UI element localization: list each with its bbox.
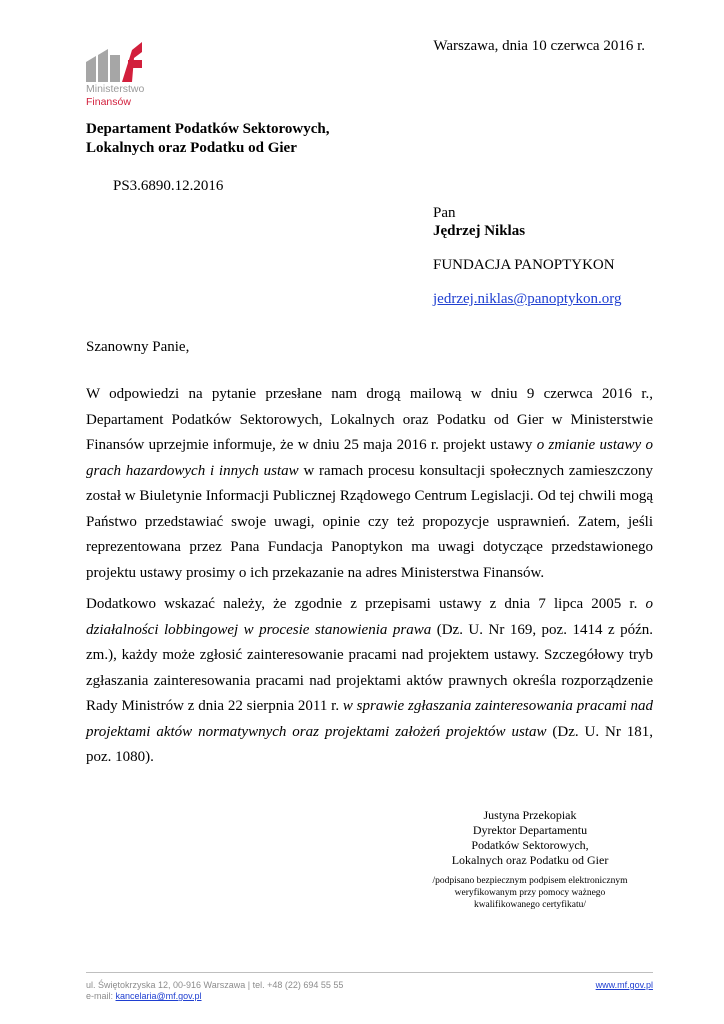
footer-email-row [86, 991, 343, 1002]
recipient-name: Jędrzej Niklas [433, 223, 526, 239]
sig-note-line1: /podpisano bezpiecznym podpisem elektronicznym [432, 876, 628, 886]
department-line1: Departament Podatków Sektorowych, [86, 121, 330, 137]
p2-italic-title-1: o działalności lobbingowej w procesie stanowienia prawa [86, 596, 653, 638]
place-date: Warszawa, dnia 10 czerwca 2016 r. [433, 38, 645, 54]
footer-contact [86, 980, 343, 1002]
signatory-role: Dyrektor Departamentu [472, 823, 588, 837]
p1-text-b: w ramach procesu konsultacji społecznych zamieszczony został w Biuletynie Informacji Publicznej Rządowego Centrum Legislacji. Od tej chwili mogą Państwo przedstawiać swoje uwagi, opinie czy też propozycje usprawnień. Zatem, jeśli reprezentowana przez Pana Fundacja Panoptykon ma uwagi dotyczące przedstawionego projektu ustawy prosimy o ich przekazanie na adres Ministerstwa Finansów. [86, 462, 654, 581]
p2-text-a: Dodatkowo wskazać należy, że zgodnie z przepisami ustawy z dnia 7 lipca 2005 r. [86, 596, 646, 612]
signature-block [420, 808, 640, 868]
recipient-title: Pan [433, 205, 456, 221]
signatory-dept-line1: Podatków Sektorowych, [471, 838, 589, 852]
footer-divider [86, 972, 653, 973]
logo-text-line1: Ministerstwo [86, 83, 145, 95]
p2-text-c: (Dz. U. Nr 181, poz. 1080). [86, 723, 653, 765]
signatory-dept-line2: Lokalnych oraz Podatku od Gier [451, 853, 609, 867]
footer-website-link[interactable]: www.mf.gov.pl [595, 980, 653, 990]
footer-address: ul. Świętokrzyska 12, 00-916 Warszawa | tel. +48 (22) 694 55 55 [86, 980, 344, 990]
recipient-email-link[interactable]: jedrzej.niklas@panoptykon.org [433, 291, 622, 307]
p2-text-b: (Dz. U. Nr 169, poz. 1414 z późn. zm.), każdy może zgłosić zainteresowanie pracami nad projektem ustawy. Szczegółowy tryb zgłaszania zainteresowania pracami nad projektami aktów prawnych określa rozporządzenie Rady Ministrów z dnia 22 sierpnia 2011 r. [86, 621, 653, 714]
body-paragraph-2 [86, 592, 653, 771]
electronic-signature-note [420, 875, 640, 911]
p2-italic-title-2: w sprawie zgłaszania zainteresowania pracami nad projektami aktów normatywnych oraz projektami założeń projektów ustaw [86, 698, 653, 740]
sender-department [86, 120, 329, 158]
body-paragraph-1 [86, 382, 653, 586]
footer-email-link[interactable]: kancelaria@mf.gov.pl [115, 991, 202, 1001]
p1-italic-title: o zmianie ustawy o grach hazardowych i innych ustaw [86, 437, 653, 479]
recipient-organization: FUNDACJA PANOPTYKON [433, 257, 615, 273]
department-line2: Lokalnych oraz Podatku od Gier [86, 140, 297, 156]
footer-email-label: e-mail: [86, 991, 116, 1001]
signatory-name: Justyna Przekopiak [483, 808, 577, 822]
logo-text-line2: Finansów [86, 96, 131, 108]
sig-note-line2: weryfikowanym przy pomocy ważnego [454, 888, 606, 898]
p1-text-a: W odpowiedzi na pytanie przesłane nam drogą mailową w dniu 9 czerwca 2016 r., Departament Podatków Sektorowych, Lokalnych oraz Podatku od Gier w Ministerstwie Finansów uprzejmie informuje, że w dniu 25 maja 2016 r. projekt ustawy [86, 386, 653, 453]
recipient-block [433, 204, 622, 308]
salutation: Szanowny Panie, [86, 339, 190, 355]
sig-note-line3: kwalifikowanego certyfikatu/ [473, 900, 587, 910]
reference-number: PS3.6890.12.2016 [113, 178, 224, 194]
